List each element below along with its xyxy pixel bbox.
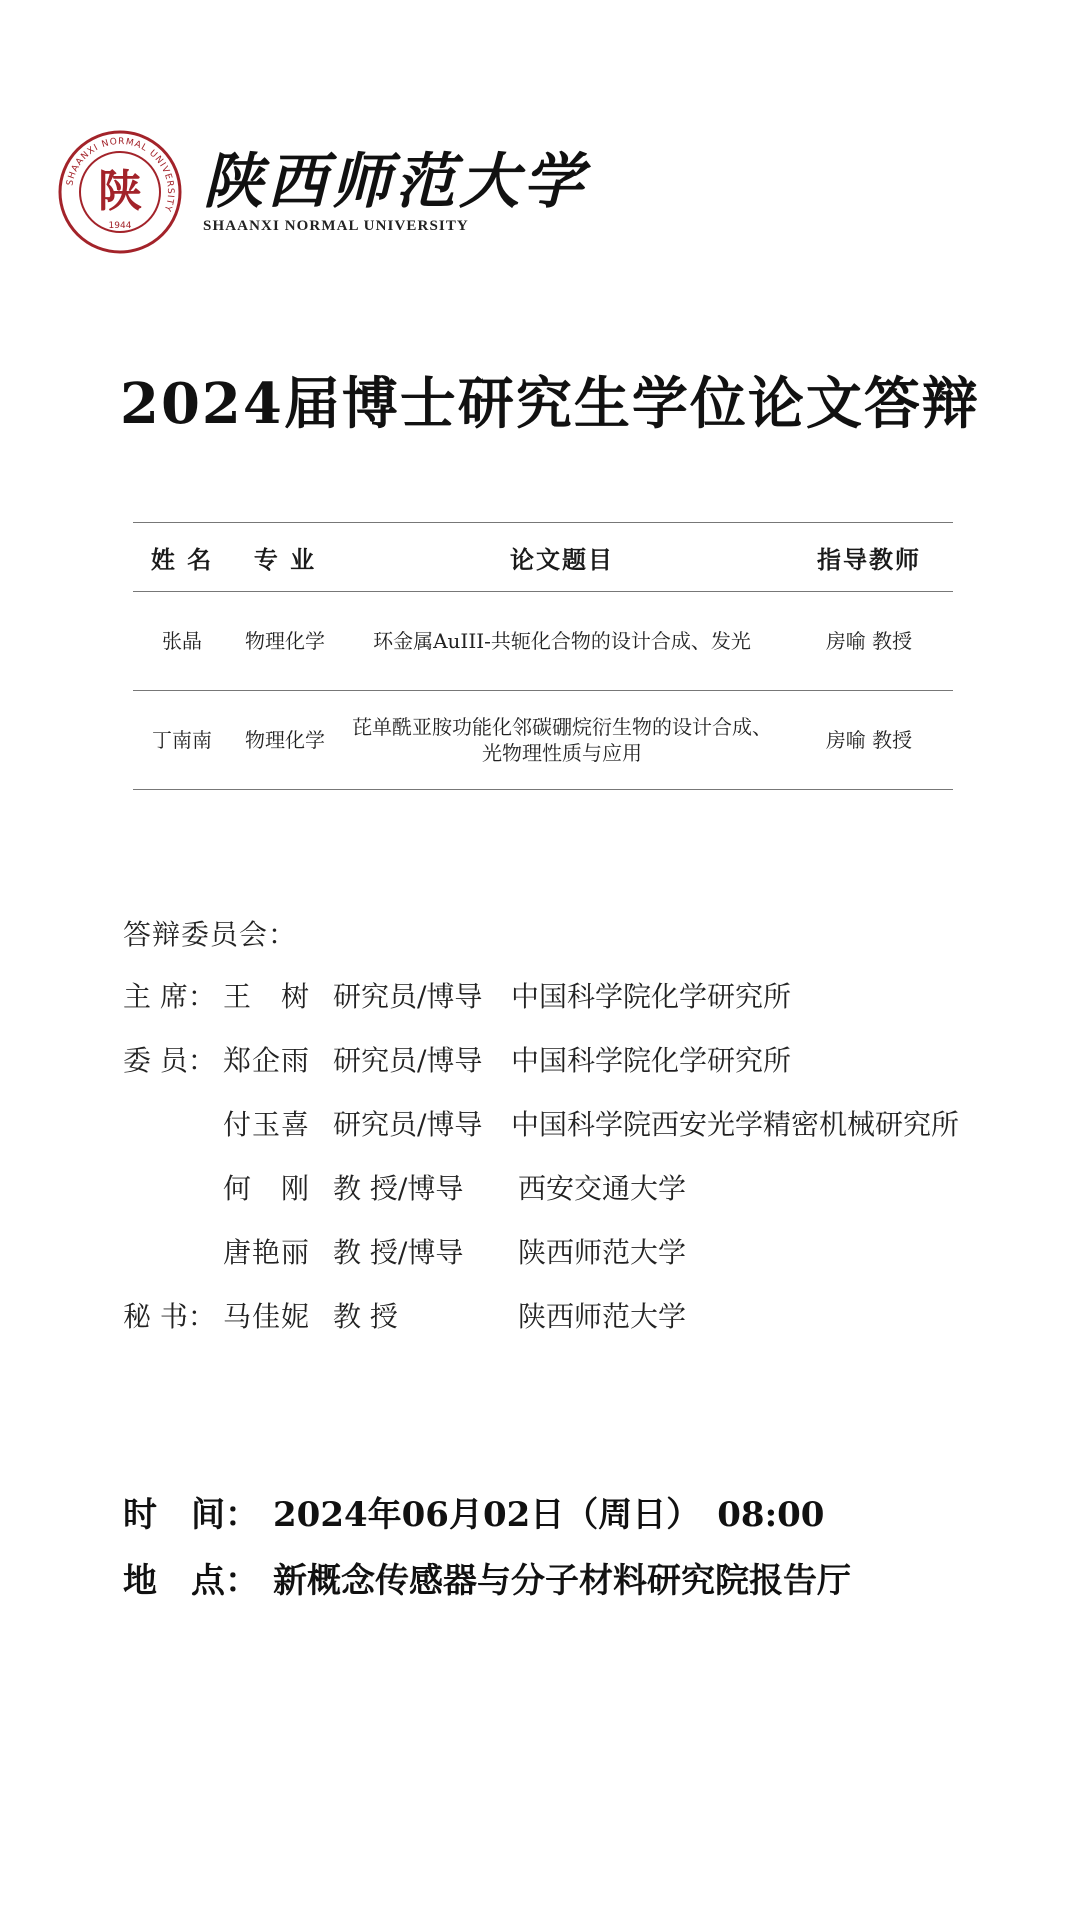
committee-member: [123, 977, 792, 1017]
university-seal-icon: [58, 130, 182, 254]
student-major: 物理化学: [231, 592, 339, 691]
committee-section: [123, 915, 960, 1361]
page-title: 2024届博士研究生学位论文答辩: [120, 371, 980, 437]
member-position: 教 授/博导: [333, 1172, 464, 1205]
member-affiliation: 陕西师范大学: [518, 1300, 687, 1333]
time-label: 时 间：: [123, 1495, 259, 1535]
header-major: 专 业: [231, 523, 339, 592]
header-name: 姓 名: [133, 523, 231, 592]
committee-member: [123, 1041, 792, 1081]
university-wordmark: [203, 147, 587, 235]
member-position: 教 授/博导: [333, 1236, 464, 1269]
committee-member: [123, 1233, 687, 1273]
member-name: 唐艳丽: [223, 1236, 311, 1269]
place-label: 地 点：: [123, 1561, 259, 1601]
member-role: 秘 书：: [123, 1300, 216, 1333]
committee-member: [123, 1105, 960, 1145]
member-affiliation: 西安交通大学: [518, 1172, 687, 1205]
header-advisor: 指导教师: [785, 523, 953, 592]
member-role: 委 员：: [123, 1044, 216, 1077]
advisor-name: 房喻 教授: [785, 691, 953, 790]
table-row: [133, 691, 953, 790]
thesis-title: 芘单酰亚胺功能化邻碳硼烷衍生物的设计合成、光物理性质与应用: [339, 691, 785, 790]
advisor-name: 房喻 教授: [785, 592, 953, 691]
thesis-table: [133, 522, 953, 790]
member-position: 教 授: [333, 1300, 398, 1333]
member-name: 郑企雨: [223, 1044, 311, 1077]
place-value: 新概念传感器与分子材料研究院报告厅: [273, 1561, 851, 1601]
table-header-row: [133, 523, 953, 592]
member-position: 研究员/博导: [333, 1108, 483, 1141]
header-thesis-title: 论文题目: [339, 523, 785, 592]
member-affiliation: 中国科学院化学研究所: [511, 980, 792, 1013]
student-major: 物理化学: [231, 691, 339, 790]
thesis-title: 环金属AuIII-共轭化合物的设计合成、发光: [339, 592, 785, 691]
student-name: 张晶: [133, 592, 231, 691]
committee-heading: 答辩委员会：: [123, 918, 298, 951]
member-name: 付玉喜: [223, 1108, 311, 1141]
member-role: 主 席：: [123, 980, 216, 1013]
member-name: 何 刚: [223, 1172, 311, 1205]
university-header: [58, 130, 587, 260]
member-position: 研究员/博导: [333, 1044, 483, 1077]
university-name-cn: 陕西师范大学: [203, 147, 587, 217]
member-position: 研究员/博导: [333, 980, 483, 1013]
seal-year: 1944: [108, 221, 132, 231]
time-value: 2024年06月02日（周日） 08:00: [273, 1495, 825, 1535]
member-name: 王 树: [223, 980, 311, 1013]
member-affiliation: 中国科学院西安光学精密机械研究所: [511, 1108, 960, 1141]
seal-character: 陕: [98, 166, 142, 217]
member-affiliation: 中国科学院化学研究所: [511, 1044, 792, 1077]
university-name-en: SHAANXI NORMAL UNIVERSITY: [203, 218, 469, 234]
member-name: 马佳妮: [223, 1300, 311, 1333]
table-row: [133, 592, 953, 691]
committee-member: [123, 1297, 687, 1337]
member-affiliation: 陕西师范大学: [518, 1236, 687, 1269]
committee-member: [123, 1169, 687, 1209]
seal-ring-text: SHAANXI NORMAL UNIVERSITY: [65, 136, 176, 214]
student-name: 丁南南: [133, 691, 231, 790]
